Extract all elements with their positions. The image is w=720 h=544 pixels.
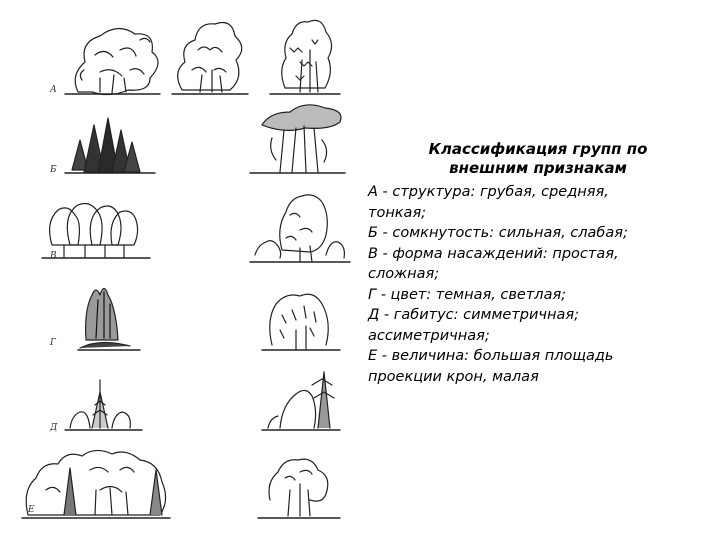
slide-title-line-2: внешним признакам [449, 159, 627, 177]
classification-line: тонкая; [368, 204, 427, 221]
row-label-g: Г [50, 338, 56, 348]
row-label-a: А [50, 85, 57, 95]
classification-line: проекции крон, малая [368, 368, 539, 385]
classification-line: Е - величина: большая площадь [368, 348, 614, 364]
slide-title-line-1: Классификация групп по [428, 140, 648, 158]
classification-line: Д - габитус: симметричная; [368, 307, 579, 323]
row-g-sketches [49, 289, 340, 351]
row-d-sketches [49, 372, 340, 433]
small-crown-projection-group-sketch [269, 459, 328, 516]
complex-planting-form-sketch [255, 195, 344, 262]
dark-color-group-sketch [80, 289, 130, 349]
row-a-sketches [49, 20, 340, 95]
classification-line: Б - сомкнутость: сильная, слабая; [368, 225, 628, 241]
symmetric-habit-group-sketch [70, 380, 130, 428]
row-label-d: Д [50, 423, 58, 433]
classification-line: В - форма насаждений: простая, [368, 245, 619, 262]
classification-line: сложная; [368, 266, 440, 282]
row-e-sketches [22, 450, 340, 518]
tree-sketch-illustration [0, 0, 360, 540]
loose-canopy-group-sketch [262, 105, 341, 172]
slide-title [368, 140, 708, 178]
classification-line: А - структура: грубая, средняя, [368, 184, 609, 200]
simple-planting-form-sketch [50, 204, 138, 258]
large-crown-projection-group-sketch [26, 450, 165, 515]
row-label-b: Б [50, 165, 57, 175]
medium-structure-group-sketch [178, 23, 242, 93]
classification-text-block [368, 140, 708, 387]
light-color-group-sketch [270, 294, 329, 350]
row-b-sketches [49, 105, 345, 175]
classification-line: Г - цвет: темная, светлая; [368, 286, 567, 303]
row-label-v: В [50, 251, 57, 261]
fine-structure-group-sketch [282, 20, 332, 92]
tree-group-sketches [0, 0, 360, 540]
classification-line: ассиметричная; [368, 327, 490, 344]
dense-conifer-group-sketch [72, 118, 140, 172]
coarse-structure-group-sketch [75, 28, 158, 94]
asymmetric-habit-group-sketch [268, 372, 334, 428]
row-label-e: Е [28, 505, 35, 515]
row-v-sketches [42, 195, 350, 262]
